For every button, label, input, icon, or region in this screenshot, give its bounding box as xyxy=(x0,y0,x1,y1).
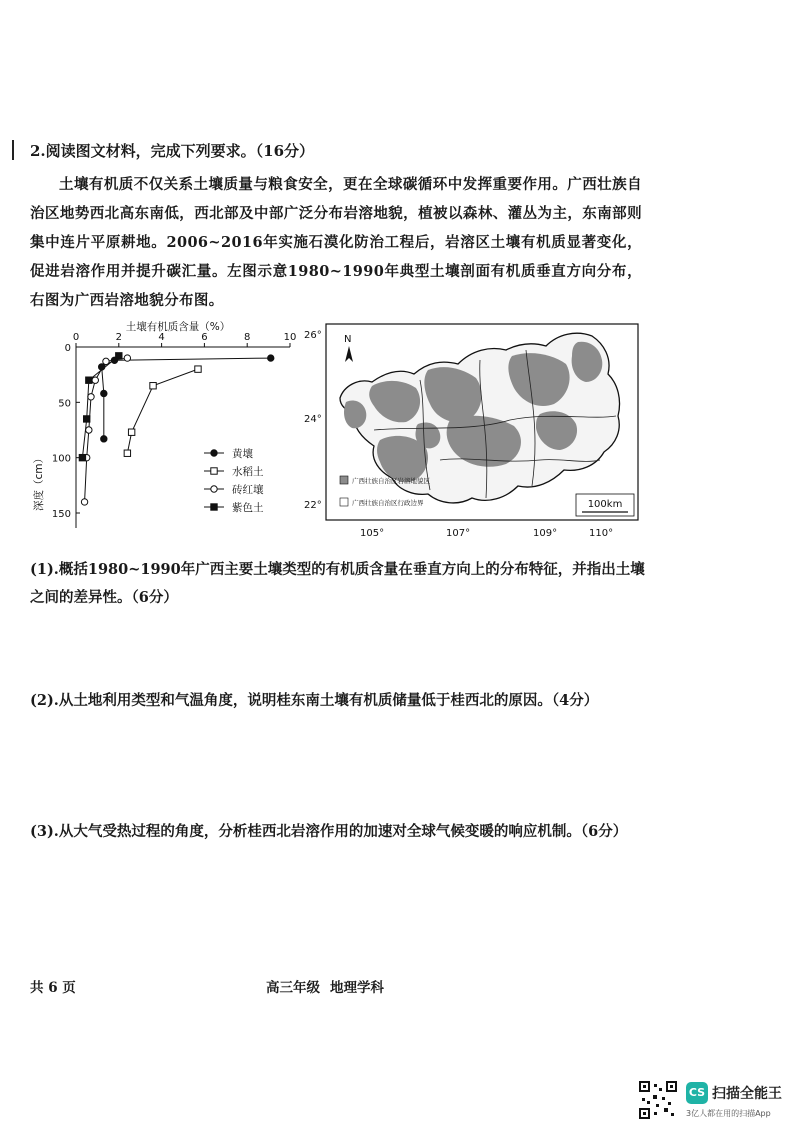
question-1: (1).概括1980~1990年广西主要土壤类型的有机质含量在垂直方向上的分布特征，并指出土壤之间的差异性。（6分） xyxy=(30,561,645,606)
y-tick-label-0: 0 xyxy=(64,343,71,354)
lat-label-26: 26° xyxy=(304,330,322,341)
series-0-point-3 xyxy=(101,390,107,396)
series-2-point-0 xyxy=(124,355,130,361)
series-1-point-3 xyxy=(124,450,130,456)
x-tick-label-2: 2 xyxy=(115,332,122,343)
legend-marker-0 xyxy=(211,450,217,456)
legend-karst-swatch xyxy=(340,476,348,484)
y-tick-label-100: 100 xyxy=(51,453,71,465)
series-3-point-0 xyxy=(116,353,122,359)
lat-label-22: 22° xyxy=(304,500,322,511)
legend-label-3: 紫色土 xyxy=(232,502,264,514)
series-0-point-4 xyxy=(101,436,107,442)
scanner-logo: CS xyxy=(686,1082,708,1104)
footer-page-count: 共 6 页 xyxy=(30,980,76,996)
series-3-point-2 xyxy=(84,416,90,422)
x-tick-label-10: 10 xyxy=(283,332,297,343)
scanner-tagline: 3亿人都在用的扫描App xyxy=(686,1109,771,1118)
series-0-point-0 xyxy=(268,355,274,361)
lat-labels xyxy=(304,330,322,511)
footer-course xyxy=(266,976,394,996)
series-3-point-3 xyxy=(79,454,85,460)
series-3-point-1 xyxy=(86,377,92,383)
legend-boundary-label: 广西壮族自治区行政边界 xyxy=(352,499,424,507)
lon-label-110: 110° xyxy=(589,528,614,539)
north-label: N xyxy=(344,334,352,345)
x-tick-label-6: 6 xyxy=(201,332,208,343)
lon-label-109: 109° xyxy=(533,528,558,539)
question-heading: 2.阅读图文材料，完成下列要求。（16分） xyxy=(30,142,315,160)
legend-label-2: 砖红壤 xyxy=(232,484,264,496)
legend-label-1: 水稻土 xyxy=(232,466,264,478)
lat-label-24: 24° xyxy=(304,414,322,425)
lon-labels xyxy=(360,528,613,539)
legend-marker-2 xyxy=(211,486,217,492)
y-tick-label-50: 50 xyxy=(58,398,71,410)
scale-bar xyxy=(576,494,634,516)
intro-paragraph: 土壤有机质不仅关系土壤质量与粮食安全，更在全球碳循环中发挥重要作用。广西壮族自治区地势西北高东南低，西北部及中部广泛分布岩溶地貌，植被以森林、灌丛为主，东南部则集中连片平原耕地。2006~2016年实施石漠化防治工程后，岩溶区土壤有机质显著变化，促进岩溶作用并提升碳汇量。左图示意1980~1990年典型土壤剖面有机质垂直方向分布，右图为广西岩溶地貌分布图。 xyxy=(30,176,642,309)
series-2-point-3 xyxy=(88,394,94,400)
question-3: (3).从大气受热过程的角度，分析桂西北岩溶作用的加速对全球气候变暖的响应机制。（6分） xyxy=(30,823,628,840)
x-tick-label-0: 0 xyxy=(72,332,80,343)
chart-legend xyxy=(204,447,264,514)
scale-label: 100km xyxy=(587,499,623,510)
legend-marker-3 xyxy=(211,504,217,510)
chart-title: 土壤有机质含量（%） xyxy=(125,321,231,333)
legend-marker-1 xyxy=(211,468,217,474)
qr-code xyxy=(638,1080,678,1120)
x-tick-label-4: 4 xyxy=(158,332,165,343)
scanner-name: 扫描全能王 xyxy=(712,1086,782,1102)
series-2-point-4 xyxy=(86,427,92,433)
margin-bar xyxy=(12,140,14,160)
y-tick-label-150: 150 xyxy=(51,509,71,520)
series-2-point-1 xyxy=(103,358,109,364)
series-line-0 xyxy=(102,358,271,439)
question-2: (2).从土地利用类型和气温角度，说明桂东南土壤有机质储量低于桂西北的原因。（4分） xyxy=(30,692,599,709)
footer-grade: 高三年级 xyxy=(266,980,320,996)
series-1-point-1 xyxy=(150,383,156,389)
legend-boundary-swatch xyxy=(340,498,348,506)
lon-label-105: 105° xyxy=(360,528,385,539)
footer-subject: 地理学科 xyxy=(330,980,384,996)
soil-organic-matter-chart xyxy=(28,318,298,543)
guangxi-karst-map xyxy=(300,320,645,542)
series-line-1 xyxy=(127,369,198,453)
series-1-point-2 xyxy=(128,429,134,435)
legend-karst-label: 广西壮族自治区岩溶地貌区 xyxy=(352,477,430,485)
y-axis-label: 深度（cm） xyxy=(33,452,45,512)
series-2-point-6 xyxy=(81,499,87,505)
series-1-point-0 xyxy=(195,366,201,372)
legend-label-0: 黄壤 xyxy=(232,448,253,460)
lon-label-107: 107° xyxy=(446,528,471,539)
x-tick-label-8: 8 xyxy=(244,332,251,343)
series-2-point-2 xyxy=(92,377,98,383)
